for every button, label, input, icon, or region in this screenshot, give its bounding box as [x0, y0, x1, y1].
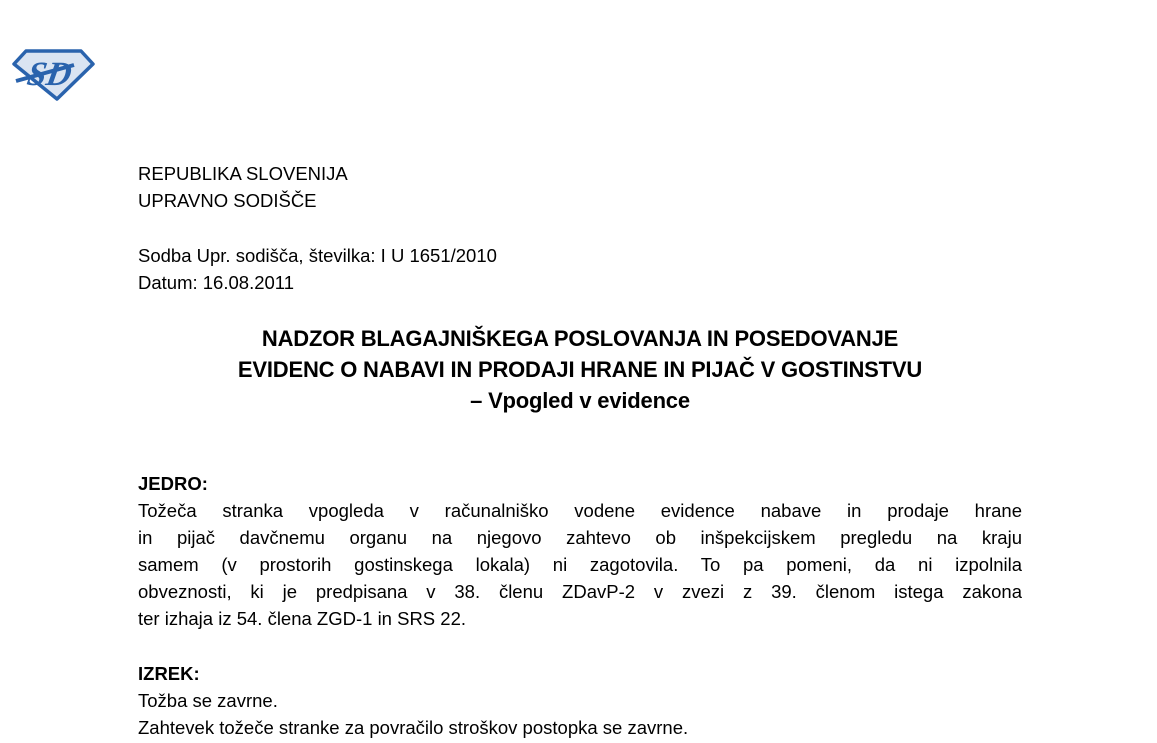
case-number-line: Sodba Upr. sodišča, številka: I U 1651/2010 [138, 245, 497, 266]
izrek-section [138, 660, 1022, 741]
logo-letters: SD [24, 55, 75, 93]
izrek-line-2: Zahtevek tožeče stranke za povračilo stroškov postopka se zavrne. [138, 717, 689, 738]
jedro-paragraph-line: samem (v prostorih gostinskega lokala) ni zagotovila. To pa pomeni, da ni izpolnila [138, 554, 1022, 575]
jedro-paragraph-line: in pijač davčnemu organu na njegovo zahtevo ob inšpekcijskem pregledu na kraju [138, 527, 1022, 548]
case-date-line: Datum: 16.08.2011 [138, 272, 294, 293]
court-logo [12, 49, 96, 101]
jedro-heading: JEDRO: [138, 473, 208, 494]
title-line-3: – Vpogled v evidence [470, 388, 690, 413]
izrek-line-1: Tožba se zavrne. [138, 690, 278, 711]
jedro-section [138, 470, 1022, 632]
jedro-paragraph-line: Tožeča stranka vpogleda v računalniško vodene evidence nabave in prodaje hrane [138, 500, 1022, 521]
document-title [138, 323, 1022, 416]
republic-name: REPUBLIKA SLOVENIJA [138, 163, 348, 184]
court-name: UPRAVNO SODIŠČE [138, 190, 317, 211]
republic-header [138, 160, 1022, 214]
case-info [138, 242, 1022, 296]
izrek-heading: IZREK: [138, 663, 200, 684]
title-line-2: EVIDENC O NABAVI IN PRODAJI HRANE IN PIJAČ V GOSTINSTVU [237, 357, 923, 382]
jedro-paragraph-line: ter izhaja iz 54. člena ZGD-1 in SRS 22. [138, 608, 467, 629]
title-line-1: NADZOR BLAGAJNIŠKEGA POSLOVANJA IN POSEDOVANJE [261, 326, 899, 351]
jedro-paragraph-line: obveznosti, ki je predpisana v 38. členu ZDavP-2 v zvezi z 39. členom istega zakona [138, 581, 1022, 602]
